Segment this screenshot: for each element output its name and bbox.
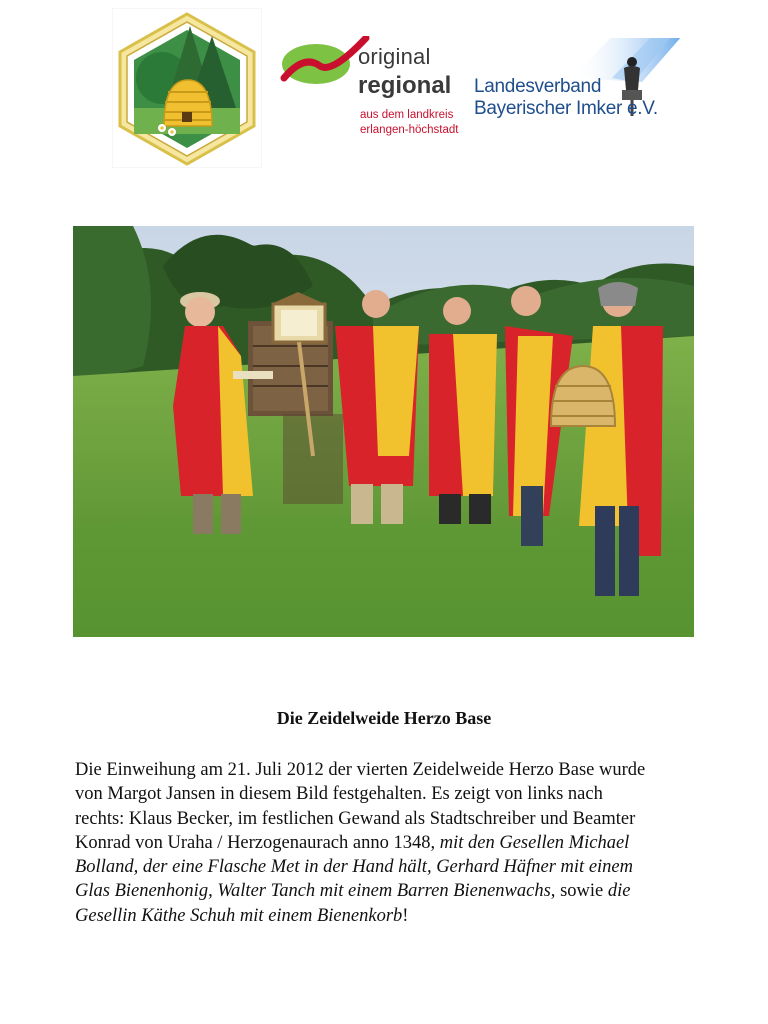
body-line	[75, 855, 705, 879]
logo-row	[0, 6, 768, 168]
landesverband-line-2: Bayerischer Imker e.V.	[474, 98, 658, 119]
body-text-segment: Gesellin Käthe Schuh mit einem Bienenkorb	[75, 905, 403, 926]
body-line	[75, 758, 705, 782]
region-line-1: aus dem landkreis	[360, 109, 454, 121]
body-text-segment: mit den Gesellen Michael	[439, 832, 630, 853]
body-line	[75, 782, 705, 806]
body-text-segment: sowie	[555, 881, 608, 902]
body-text-segment: Bolland, der eine Flasche Met in der Hand hält, Gerhard Häfner mit einem	[75, 857, 633, 878]
body-text-segment: Glas Bienenhonig, Walter Tanch mit einem Barren Bienenwachs,	[75, 881, 556, 902]
body-line	[75, 807, 705, 831]
body-text-segment: !	[402, 905, 409, 926]
region-line-2: erlangen-höchstadt	[360, 124, 459, 136]
body-line	[75, 831, 705, 855]
article-body	[75, 758, 705, 928]
body-text-segment: Konrad von Uraha / Herzogenaurach anno 1348,	[75, 832, 440, 853]
beekeeper-hexagon-logo	[112, 8, 262, 168]
original-regional-swoosh-icon	[280, 36, 370, 96]
landesverband-logo	[472, 38, 682, 128]
body-line	[75, 904, 705, 928]
article-title: Die Zeidelweide Herzo Base	[276, 708, 492, 728]
body-line	[75, 879, 705, 903]
original-regional-logo	[280, 34, 470, 144]
body-text-segment: rechts: Klaus Becker, im festlichen Gewand als Stadtschreiber und Beamter	[75, 808, 636, 829]
landesverband-line-1: Landesverband	[474, 76, 602, 97]
regional-word: regional	[358, 72, 452, 99]
body-text-segment: von Margot Jansen in diesem Bild festgehalten. Es zeigt von links nach	[75, 784, 603, 805]
ceremony-photo	[73, 226, 694, 637]
body-text-segment: Die Einweihung am 21. Juli 2012 der vierten Zeidelweide Herzo Base wurde	[75, 760, 646, 780]
body-text-segment: die	[607, 881, 631, 902]
original-word: original	[358, 44, 431, 69]
